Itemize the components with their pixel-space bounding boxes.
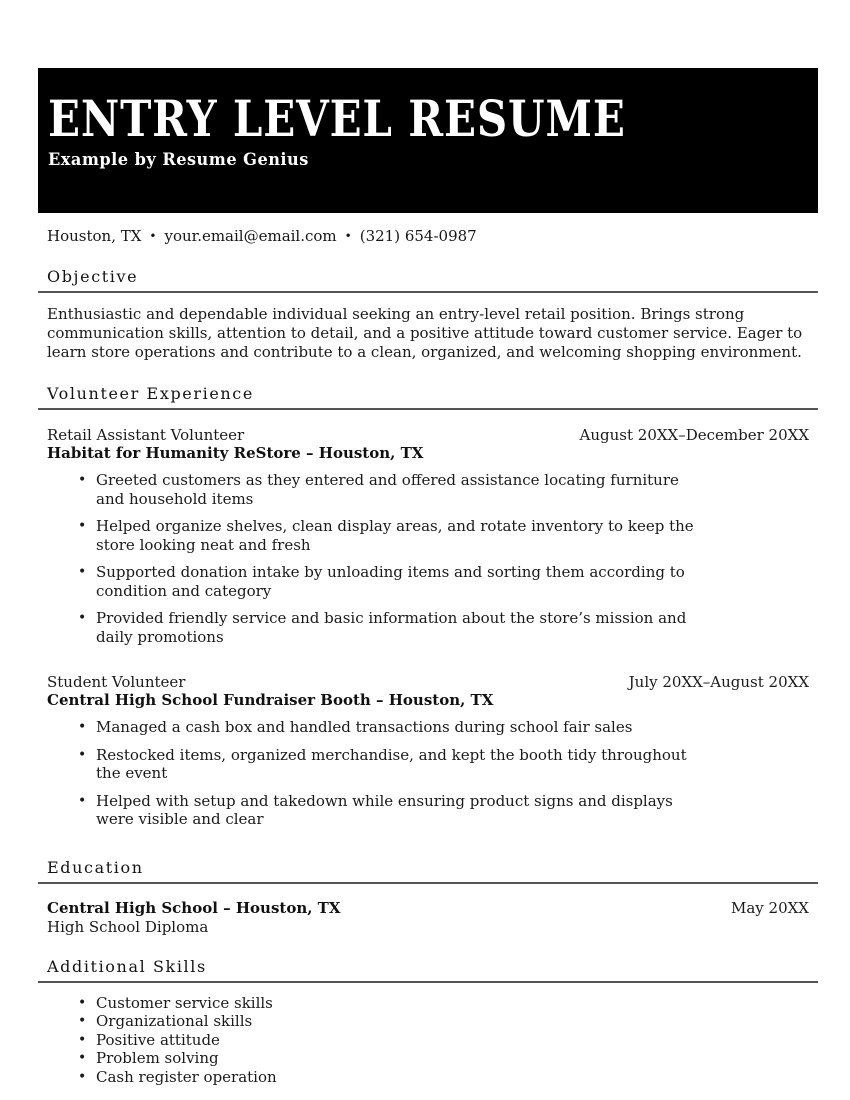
job-entry — [38, 673, 818, 829]
section-heading-education: Education — [38, 858, 818, 884]
bullet-item: • Provided friendly service and basic information about the store’s mission and daily promotions — [38, 609, 818, 646]
education-degree: High School Diploma — [47, 917, 209, 936]
job-title-row — [38, 673, 818, 691]
bullet-item: • Supported donation intake by unloading items and sorting them according to condition and category — [38, 563, 818, 600]
resume-title: ENTRY LEVEL RESUME — [48, 89, 626, 148]
job-entry — [38, 426, 818, 646]
contact-separator: • — [344, 229, 352, 243]
job-bullet-list — [38, 471, 818, 646]
section-heading-objective: Objective — [38, 267, 818, 293]
contact-location: Houston, TX — [47, 227, 142, 245]
bullet-item: • Restocked items, organized merchandise, and kept the booth tidy throughout the event — [38, 746, 818, 783]
education-date: May 20XX — [731, 898, 809, 917]
bullet-item: • Helped with setup and takedown while ensuring product signs and displays were visible and clear — [38, 792, 818, 829]
job-title: Student Volunteer — [47, 673, 186, 691]
job-dates: July 20XX–August 20XX — [628, 673, 809, 691]
contact-line — [38, 227, 818, 245]
contact-email: your.email@email.com — [164, 227, 337, 245]
skill-item: • Customer service skills — [38, 994, 818, 1013]
bullet-item: • Helped organize shelves, clean display areas, and rotate inventory to keep the store looking neat and fresh — [38, 517, 818, 554]
job-organization: Central High School Fundraiser Booth – Houston, TX — [47, 691, 494, 709]
education-title-row — [38, 899, 818, 917]
contact-phone: (321) 654-0987 — [359, 227, 477, 245]
job-title-row — [38, 426, 818, 444]
skill-item: • Positive attitude — [38, 1031, 818, 1050]
contact-separator: • — [149, 229, 157, 243]
job-title: Retail Assistant Volunteer — [47, 426, 245, 444]
section-heading-volunteer-experience: Volunteer Experience — [38, 384, 818, 410]
job-dates: August 20XX–December 20XX — [579, 426, 809, 444]
education-entry — [38, 899, 818, 937]
section-heading-additional-skills: Additional Skills — [38, 957, 818, 983]
bullet-item: • Managed a cash box and handled transactions during school fair sales — [38, 718, 818, 737]
bullet-item: • Greeted customers as they entered and offered assistance locating furniture and household items — [38, 471, 818, 508]
job-organization: Habitat for Humanity ReStore – Houston, TX — [47, 444, 424, 462]
skill-item: • Cash register operation — [38, 1068, 818, 1087]
skill-item: • Problem solving — [38, 1049, 818, 1068]
resume-subtitle: Example by Resume Genius — [48, 150, 309, 170]
skill-item: • Organizational skills — [38, 1012, 818, 1031]
objective-text: Enthusiastic and dependable individual seeking an entry-level retail position. Brings strong communication skills, attention to detail, and a positive attitude toward customer service. Eager to learn store operations and contribute to a clean, organized, and welcoming shopping environment. — [47, 305, 803, 361]
education-school: Central High School – Houston, TX — [47, 898, 341, 917]
resume-body — [38, 213, 818, 1086]
skills-list — [38, 994, 818, 1087]
header-banner — [38, 68, 818, 213]
job-bullet-list — [38, 718, 818, 829]
